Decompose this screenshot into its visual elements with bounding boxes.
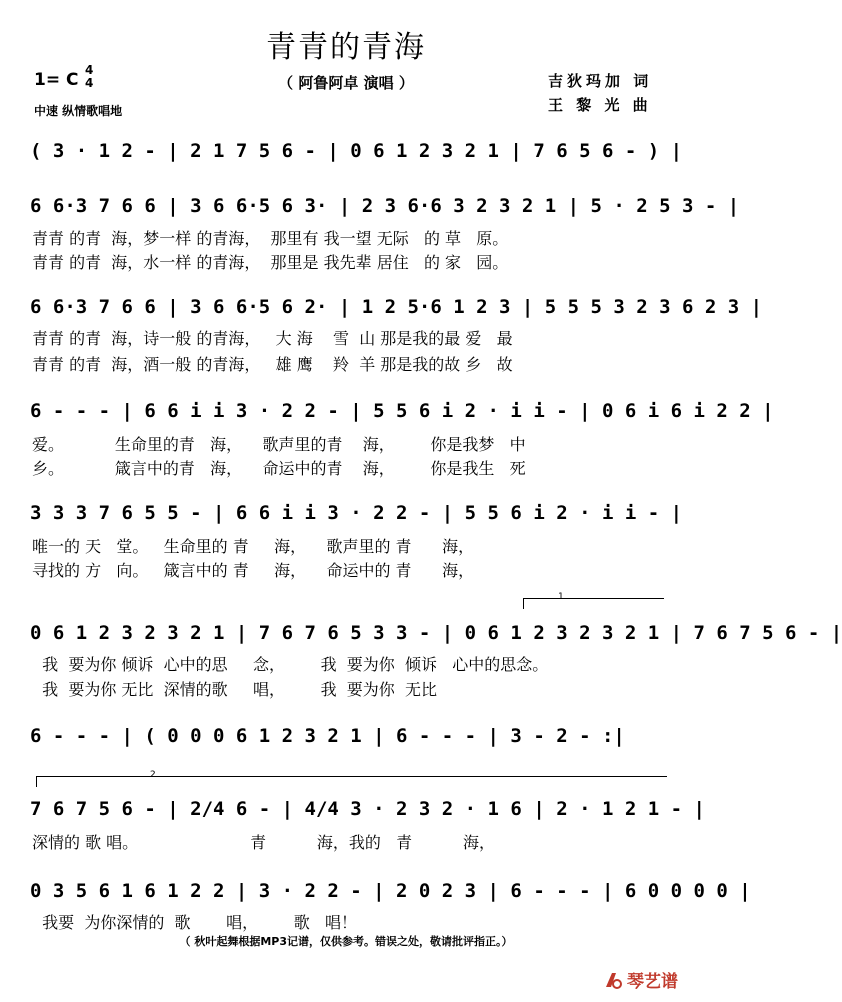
- lyric-line: 爱。 生命里的青 海， 歌声里的青 海， 你是我梦 中: [32, 435, 526, 454]
- volta-bracket-1: [523, 598, 664, 609]
- lyric-line: 青青 的青 海，水一样 的青海， 那里是 我先辈 居住 的 家 园。: [32, 253, 509, 272]
- performer: （ 阿鲁阿卓 演唱 ）: [278, 74, 414, 92]
- tempo-marking: 中速 纵情歌唱地: [34, 104, 123, 118]
- song-title: 青青的青海: [266, 30, 426, 65]
- composer-credit: 王 黎 光 曲: [548, 96, 652, 114]
- time-bottom: 4: [85, 76, 94, 90]
- lyric-line: 我 要为你 无比 深情的歌 唱， 我 要为你 无比: [32, 680, 437, 699]
- logo-text: 琴艺谱: [627, 972, 678, 992]
- lyric-line: 青青 的青 海，诗一般 的青海， 大 海 雪 山 那是我的最 爱 最: [32, 329, 513, 348]
- lyric-line: 青青 的青 海，梦一样 的青海， 那里有 我一望 无际 的 草 原。: [32, 229, 509, 248]
- lyric-line: 我要 为你深情的 歌 唱， 歌 唱！: [32, 913, 357, 932]
- notation-row: 0 6 1 2 3 2 3 2 1 | 7 6 7 6 5 3 3 - | 0 6 1 2 3 2 3 2 1 | 7 6 7 5 6 - |: [30, 622, 842, 644]
- notation-row: 3 3 3 7 6 5 5 - | 6 6 i i 3 · 2 2 - | 5 5 6 i 2 · i i - |: [30, 502, 683, 524]
- notation-row: 0 3 5 6 1 6 1 2 2 | 3 · 2 2 - | 2 0 2 3 | 6 - - - | 6 0 0 0 0 |: [30, 880, 751, 902]
- lyric-line: 唯一的 天 堂。 生命里的 青 海， 歌声里的 青 海，: [32, 537, 475, 556]
- volta-number: 2: [150, 770, 156, 780]
- key-signature: 1= C: [34, 70, 79, 90]
- site-logo: [602, 967, 678, 992]
- notation-row: 6 6·3 7 6 6 | 3 6 6·5 6 2· | 1 2 5·6 1 2 3 | 5 5 5 3 2 3 6 2 3 |: [30, 296, 763, 318]
- lyric-line: 我 要为你 倾诉 心中的思 念， 我 要为你 倾诉 心中的思念。: [32, 655, 549, 674]
- lyric-line: 寻找的 方 向。 箴言中的 青 海， 命运中的 青 海，: [32, 561, 475, 580]
- lyric-line: 青青 的青 海，酒一般 的青海， 雄 鹰 羚 羊 那是我的故 乡 故: [32, 355, 513, 374]
- footer-note: （ 秋叶起舞根据MP3记谱，仅供参考。错误之处，敬请批评指正。）: [179, 935, 513, 948]
- notation-row: 6 - - - | ( 0 0 0 6 1 2 3 2 1 | 6 - - - | 3 - 2 - :|: [30, 725, 625, 747]
- notation-row: 6 6·3 7 6 6 | 3 6 6·5 6 3· | 2 3 6·6 3 2 3 2 1 | 5 · 2 5 3 - |: [30, 195, 740, 217]
- notation-row: 6 - - - | 6 6 i i 3 · 2 2 - | 5 5 6 i 2 · i i - | 0 6 i 6 i 2 2 |: [30, 400, 774, 422]
- volta-bracket-2: [36, 776, 667, 787]
- notation-row: ( 3 · 1 2 - | 2 1 7 5 6 - | 0 6 1 2 3 2 1 | 7 6 5 6 - ) |: [30, 140, 683, 162]
- time-top: 4: [85, 63, 94, 77]
- time-signature: [85, 64, 93, 90]
- lyric-line: 深情的 歌 唱。 青 海，我的 青 海，: [32, 833, 496, 852]
- volta-number: 1: [558, 592, 564, 602]
- lyricist-credit: 吉狄玛加 词: [548, 72, 653, 90]
- lyric-line: 乡。 箴言中的青 海， 命运中的青 海， 你是我生 死: [32, 459, 526, 478]
- music-note-icon: [602, 969, 624, 991]
- notation-row: 7 6 7 5 6 - | 2/4 6 - | 4/4 3 · 2 3 2 · 1 6 | 2 · 1 2 1 - |: [30, 798, 705, 820]
